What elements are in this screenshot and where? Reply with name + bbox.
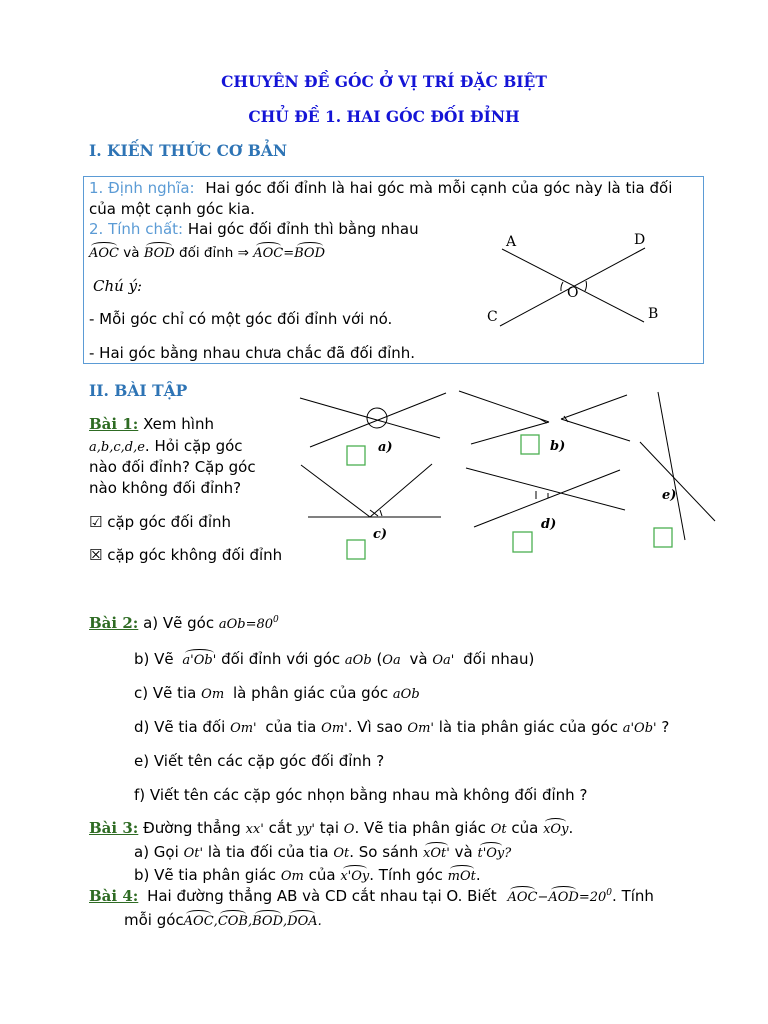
definition-text: Hai góc đối đỉnh là hai góc mà mỗi cạnh của góc này là tia đối <box>205 179 673 197</box>
section-heading-basics: I. KIẾN THỨC CƠ BẢN <box>89 141 288 160</box>
bai1-text-1: Xem hình <box>143 415 214 433</box>
bai1-line-4: nào không đối đỉnh? <box>89 479 242 497</box>
bai1-figure-list: a,b,c,d,e <box>89 440 145 455</box>
bai3-t4: . Vẽ tia phân giác <box>354 819 486 837</box>
bai2-d-om1: Om' <box>230 721 257 736</box>
bai4-t3: mỗi góc <box>124 911 184 929</box>
angle-doa: DOA <box>287 911 317 929</box>
bai2-d-mid3: là tia phân giác của góc <box>438 718 618 736</box>
bai2-d-a1ob1: a'Ob' <box>622 721 657 736</box>
definition-line-2: của một cạnh góc kia. <box>89 200 255 218</box>
property-and: và <box>123 245 140 261</box>
bai3-a-ot1: Ot' <box>183 846 204 861</box>
bai4-t1: Hai đường thẳng AB và CD cắt nhau tại O. Biết <box>147 887 497 905</box>
bai2-d-end: ? <box>661 718 670 736</box>
bai3-a-t1: là tia đối của tia <box>207 843 329 861</box>
bai2-b-va: và <box>409 650 428 668</box>
bai2-b-pre: b) Vẽ <box>134 650 174 668</box>
comma-3: , <box>283 914 288 929</box>
bai1-line-3: nào đối đỉnh? Cặp góc <box>89 458 256 476</box>
point-b-label: B <box>648 306 659 322</box>
bai3-a-va: và <box>454 843 473 861</box>
bai1-text-2: . Hỏi cặp góc <box>144 437 243 455</box>
bai3-o: O <box>343 822 355 837</box>
angle-aoc-b4: AOC <box>507 887 537 905</box>
bai2-a-math: aOb=80 <box>218 617 274 632</box>
bai4-line-1 <box>89 887 654 905</box>
legend-not-vertical-text: cặp góc không đối đỉnh <box>107 546 283 564</box>
point-o-label: O <box>567 285 579 301</box>
angle-a1ob1: a'Ob' <box>182 650 216 668</box>
bai4-t2: . Tính <box>612 887 654 905</box>
angle-aoc-b4b: AOC <box>184 911 214 929</box>
bai2-c-aob: aOb <box>392 687 420 702</box>
main-title: CHUYÊN ĐỀ GÓC Ở VỊ TRÍ ĐẶC BIỆT <box>221 72 547 91</box>
bai3-line-a <box>134 843 511 861</box>
angle-bod: BOD <box>144 243 175 261</box>
legend-vertical-text: cặp góc đối đỉnh <box>107 513 232 531</box>
point-c-label: C <box>487 309 498 325</box>
sub-title: CHỦ ĐỀ 1. HAI GÓC ĐỐI ĐỈNH <box>248 107 520 126</box>
degree-sup: 0 <box>273 615 279 625</box>
fig-b-label: b) <box>550 439 566 454</box>
angle-bod-2: BOD <box>294 243 325 261</box>
bai3-b-t1: của <box>308 866 336 884</box>
bai2-d-mid2: . Vì sao <box>347 718 403 736</box>
angle-cob: COB <box>218 911 248 929</box>
checked-box-icon: ☑ <box>89 513 103 531</box>
angle-bod-b4: BOD <box>252 911 283 929</box>
crossed-box-icon: ☒ <box>89 546 103 564</box>
bai2-d-pre: d) Vẽ tia đối <box>134 718 226 736</box>
bai4-eq: =20 <box>578 890 607 905</box>
angle-aoc: AOC <box>89 243 119 261</box>
equals-sign: = <box>283 246 295 261</box>
angle-xot1: xOt' <box>423 843 450 861</box>
bai3-ot: Ot <box>490 822 507 837</box>
property-mid: đối đỉnh ⇒ <box>179 245 249 261</box>
point-d-label: D <box>634 232 646 248</box>
bai2-d-om2: Om' <box>321 721 348 736</box>
minus-sign: − <box>537 890 549 905</box>
bai2-label: Bài 2: <box>89 614 139 632</box>
angle-aod-b4: AOD <box>548 887 578 905</box>
point-a-label: A <box>506 234 517 250</box>
bai3-t6: . <box>568 819 574 837</box>
bai2-line-f: f) Viết tên các cặp góc nhọn bằng nhau mà không đối đỉnh ? <box>134 786 588 804</box>
bai4-end: . <box>317 914 322 929</box>
bai2-b-oa: Oa <box>382 653 401 668</box>
bai3-b-om: Om <box>280 869 304 884</box>
fig-a-label: a) <box>378 440 393 455</box>
fig-c-label: c) <box>373 527 388 542</box>
bai3-b-end: . <box>475 866 481 884</box>
bai3-t3: tại <box>319 819 340 837</box>
bai3-b-pre: b) Vẽ tia phân giác <box>134 866 277 884</box>
bai4-label: Bài 4: <box>89 887 139 905</box>
bai2-c-pre: c) Vẽ tia <box>134 684 197 702</box>
bai3-label: Bài 3: <box>89 819 139 837</box>
bai3-t1: Đường thẳng <box>143 819 241 837</box>
bai3-line-1 <box>89 819 573 837</box>
note-label: Chú ý: <box>93 277 143 295</box>
bai2-line-b <box>134 650 534 668</box>
fig-d-label: d) <box>541 517 557 532</box>
bai2-d-om3: Om' <box>407 721 434 736</box>
bai2-d-mid1: của tia <box>265 718 317 736</box>
definition-label: 1. Định nghĩa: <box>89 179 195 197</box>
angle-mot: mOt <box>448 866 476 884</box>
comma-2: , <box>247 914 253 929</box>
note-line-1: - Mỗi góc chỉ có một góc đối đỉnh với nó. <box>89 310 393 328</box>
bai3-a-pre: a) Gọi <box>134 843 179 861</box>
bai3-yy1: yy' <box>296 822 315 837</box>
bai2-c-om: Om <box>201 687 225 702</box>
angle-xoy: xOy <box>543 819 568 837</box>
bai2-b-mid: đối đỉnh với góc <box>221 650 341 668</box>
property-label: 2. Tính chất: <box>89 220 184 238</box>
bai3-b-t2: . Tính góc <box>369 866 443 884</box>
bai2-a-text: a) Vẽ góc <box>143 614 215 632</box>
bai1-label: Bài 1: <box>89 415 139 433</box>
bai3-a-t2: . So sánh <box>349 843 419 861</box>
bai3-t2: cắt <box>268 819 292 837</box>
bai2-line-c <box>134 684 420 702</box>
angle-t1oy: t'Oy <box>477 843 504 861</box>
comma-1: , <box>213 914 218 929</box>
bai2-line-e: e) Viết tên các cặp góc đối đỉnh ? <box>134 752 385 770</box>
bai3-t5: của <box>511 819 539 837</box>
bai2-line-a <box>89 614 279 632</box>
property-text: Hai góc đối đỉnh thì bằng nhau <box>187 220 419 238</box>
fig-e-label: e) <box>662 488 677 503</box>
bai2-b-end: đối nhau) <box>463 650 535 668</box>
bai3-line-b <box>134 866 481 884</box>
note-line-2: - Hai góc bằng nhau chưa chắc đã đối đỉnh. <box>89 344 416 362</box>
bai2-b-aob: aOb <box>344 653 372 668</box>
bai3-a-end: ? <box>504 846 512 861</box>
angle-aoc-2: AOC <box>253 243 283 261</box>
bai2-b-paren: ( <box>376 650 383 668</box>
angle-x1oy: x'Oy <box>340 866 369 884</box>
bai2-c-mid: là phân giác của góc <box>232 684 389 702</box>
section-heading-exercises: II. BÀI TẬP <box>89 381 188 400</box>
bai4-degree: 0 <box>606 888 613 898</box>
bai4-line-2 <box>124 911 322 929</box>
bai2-line-d <box>134 718 669 736</box>
bai2-b-oa1: Oa' <box>432 653 455 668</box>
bai3-xx1: xx' <box>245 822 264 837</box>
bai3-a-ot: Ot <box>333 846 350 861</box>
